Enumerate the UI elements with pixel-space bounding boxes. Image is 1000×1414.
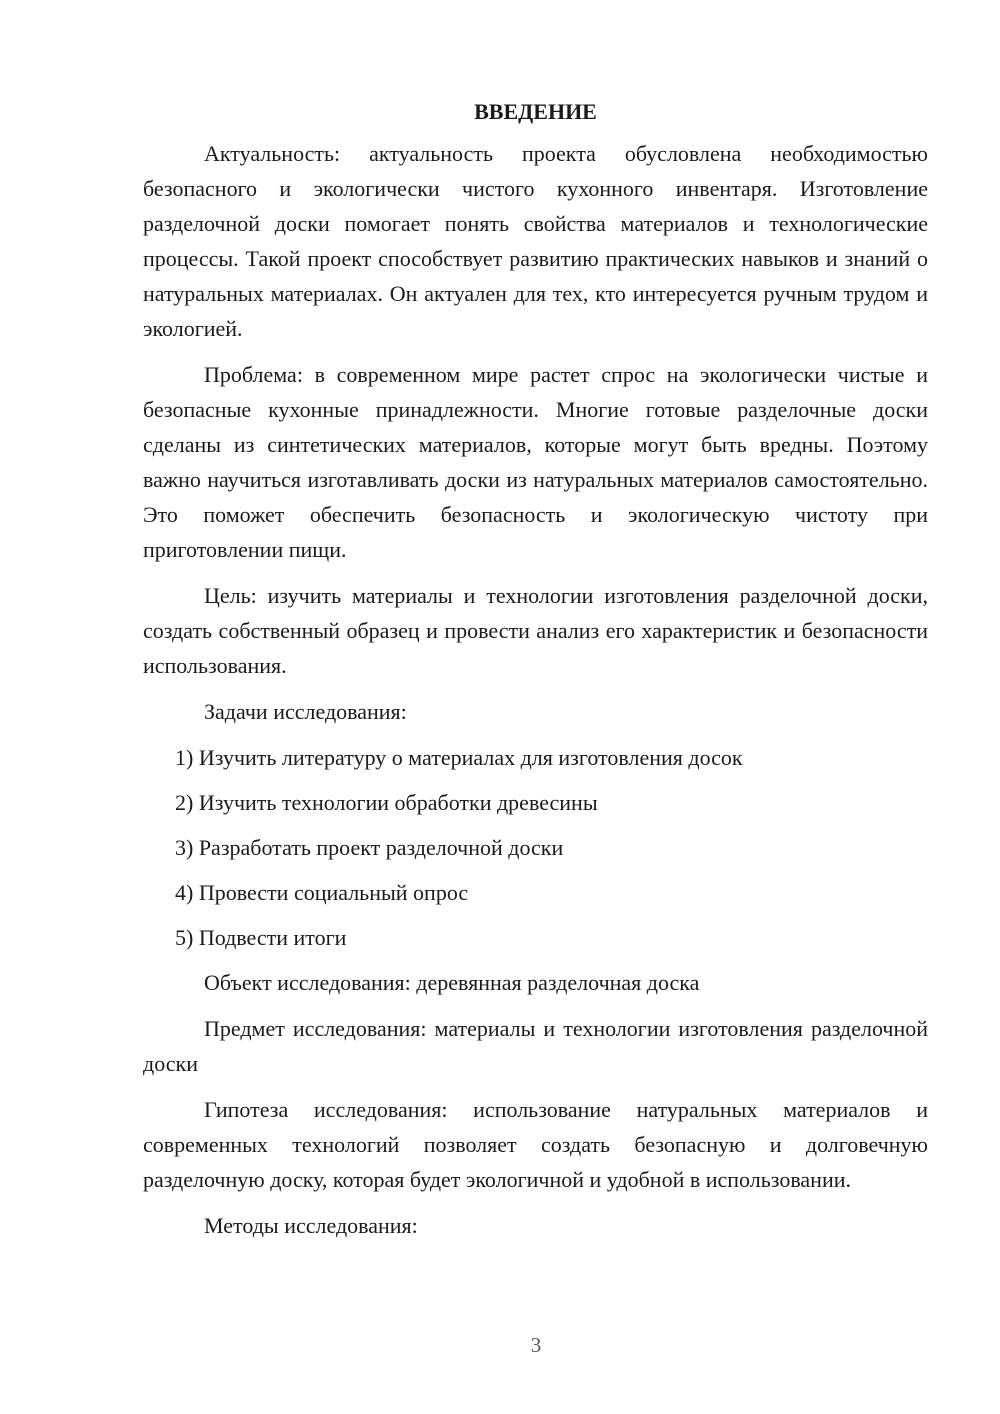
goal-paragraph: Цель: изучить материалы и технологии изготовления разделочной доски, создать собственный образец и провести анализ его характеристик и безопасности использования.	[143, 583, 928, 678]
list-item: 3) Разработать проект разделочной доски	[175, 835, 564, 860]
page-number: 3	[530, 1333, 542, 1357]
subject-paragraph: Предмет исследования: материалы и технологии изготовления разделочной доски	[143, 1016, 928, 1076]
list-item: 2) Изучить технологии обработки древесины	[175, 790, 598, 815]
list-item: 4) Провести социальный опрос	[175, 880, 469, 905]
object-paragraph: Объект исследования: деревянная разделочная доска	[204, 970, 700, 995]
section-title: ВВЕДЕНИЕ	[474, 99, 597, 124]
methods-heading: Методы исследования:	[204, 1213, 418, 1238]
tasks-heading: Задачи исследования:	[204, 699, 407, 724]
hypothesis-paragraph: Гипотеза исследования: использование натуральных материалов и современных технологий позволяет создать безопасную и долговечную разделочную доску, которая будет экологичной и удобной в использовании.	[143, 1097, 928, 1192]
list-item: 5) Подвести итоги	[175, 925, 347, 950]
page-content	[143, 96, 928, 1254]
relevance-paragraph: Актуальность: актуальность проекта обусловлена необходимостью безопасного и экологически чистого кухонного инвентаря. Изготовление разделочной доски помогает понять свойства материалов и технологические процессы. Такой проект способствует развитию практических навыков и знаний о натуральных материалах. Он актуален для тех, кто интересуется ручным трудом и экологией.	[143, 141, 928, 341]
problem-paragraph: Проблема: в современном мире растет спрос на экологически чистые и безопасные кухонные принадлежности. Многие готовые разделочные доски сделаны из синтетических материалов, которые могут быть вредны. Поэтому важно научиться изготавливать доски из натуральных материалов самостоятельно. Это поможет обеспечить безопасность и экологическую чистоту при приготовлении пищи.	[143, 362, 928, 562]
tasks-list	[143, 740, 928, 955]
list-item: 1) Изучить литературу о материалах для изготовления досок	[175, 745, 743, 770]
